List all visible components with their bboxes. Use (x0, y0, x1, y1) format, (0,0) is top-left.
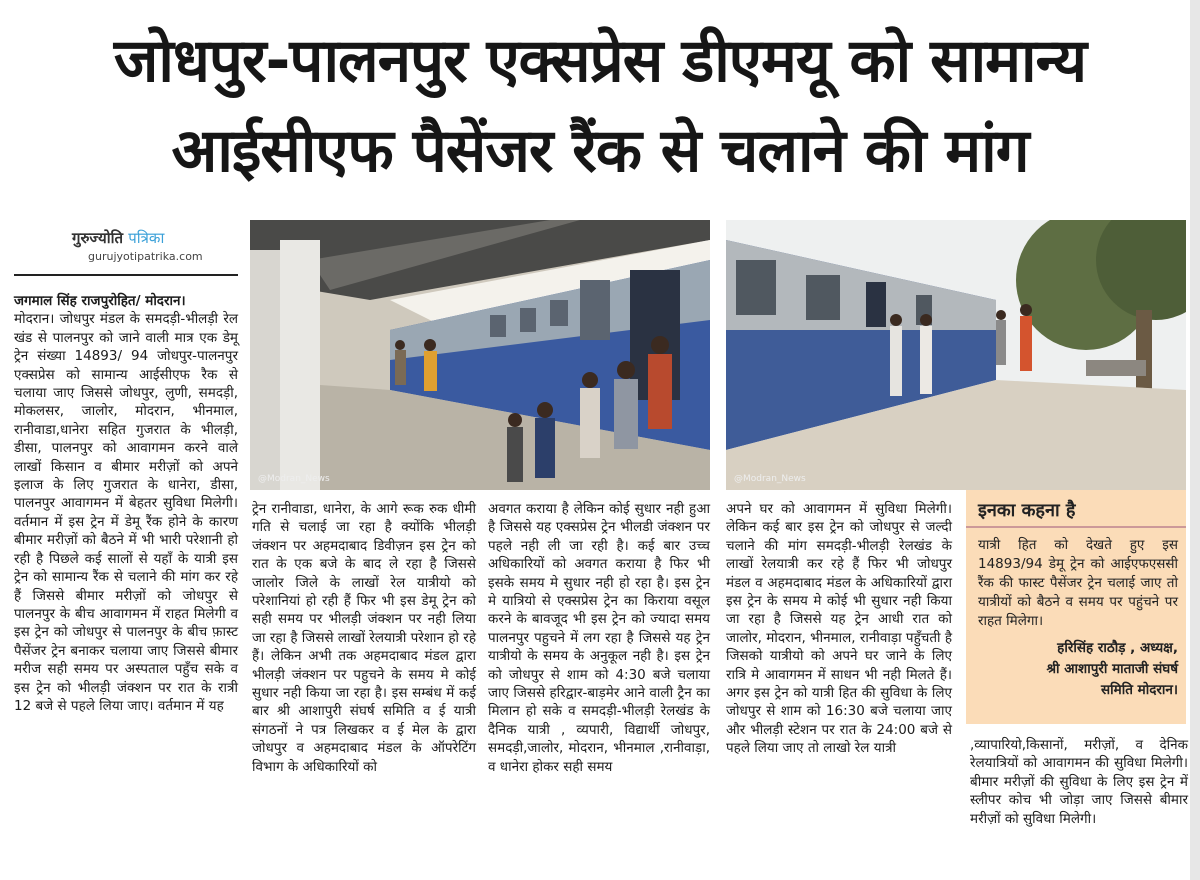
quote-signature-org-1: श्री आशापुरी माताजी संघर्ष (1046, 661, 1178, 677)
article-column-5 (970, 736, 1188, 828)
photo-train-platform (726, 220, 1186, 490)
logo-divider (14, 274, 238, 276)
byline: जगमाल सिंह राजपुरोहित/ मोदरान। (14, 293, 186, 309)
article-column-4-text: अपने घर को आवागमन में सुविधा मिलेगी। लेकिन कई बार इस ट्रेन को जोधपुर से जल्दी चलाने की मांग समदड़ी-भीलड़ी रेलखंड के लाखों रेलयात्री कर रहे हैं फिर भी जोधपुर मंडल व अहमदाबाद मंडल के अधिकारियों द्वारा इस ट्रेन के समय मे कोई भी सुधार नही किया जा रहा है जिससे यह ट्रेन आधी रात को जालोर, मोदरान, भीनमाल, रानीवाड़ा पहुँचती है जिसको यात्रीयो को अपने घर जाने के लिए रात्रि मे आवागमन में साधन भी नही मिलते हैं। अगर इस ट्रेन को यात्री हित की सुविधा के लिए जोधपुर से शाम को 16:30 बजे चलाया जाए और भीलड़ी स्टेशन पर रात के 24:00 बजे से पहले लिया जाए तो लाखो रेल यात्री (726, 501, 952, 757)
quote-box (966, 490, 1186, 724)
publication-logo (14, 228, 238, 272)
headline-line-1: जोधपुर-पालनपुर एक्सप्रेस डीएमयू को सामान्य (113, 26, 1087, 96)
photo-watermark: @Modran_News (258, 474, 330, 484)
headline (0, 0, 1200, 206)
logo-brand (72, 228, 238, 248)
quote-signature-org-2: समिति मोदरान। (1101, 682, 1178, 698)
headline-line-2: आईसीएफ पैसेंजर रैंक से चलाने की मांग (171, 116, 1029, 186)
article-column-3-text: अवगत कराया है लेकिन कोई सुधार नही हुआ है जिससे यह एक्सप्रेस ट्रेन भीलडी जंक्शन पर पहले नही ली जा रही है। कई बार उच्च अधिकारियों को अवगत कराया है फिर भी इसके समय मे सुधार नही हो रहा है। इस ट्रेन मे यात्रियो से एक्सप्रेस ट्रेन का किराया वसूल करने के बावजूद भी इस ट्रेन को ज्यादा समय पालनपुर पहुचने में लग रहा है जिससे यह ट्रेन यात्रीयो के समय के अनुकूल नही है। इस ट्रेन को जोधपुर से शाम को 4:30 बजे चलाया जाए जिससे हरिद्वार-बाड़मेर आने वाली ट्रैन का मिलान हो सके व समदड़ी-भीलड़ी रेलखंड के दैनिक यात्री , व्यपारी, विद्यार्थी जोधपुर, समदड़ी,जालोर, मोदरान, भीनमाल ,रानीवाड़ा, व धानेरा होकर सही समय (488, 501, 710, 775)
article-column-4 (726, 500, 952, 758)
quote-title: इनका कहना है (978, 500, 1076, 521)
quote-signature-name: हरिसिंह राठौड़ , अध्यक्ष, (1057, 640, 1178, 656)
article-column-2 (252, 500, 476, 776)
article-column-1 (14, 292, 238, 715)
page-edge (1190, 0, 1200, 880)
photo-crowded-train-illustration (250, 220, 710, 490)
photo-watermark: @Modran_News (734, 474, 806, 484)
logo-brand-suffix: पत्रिका (128, 229, 165, 247)
article-column-3 (488, 500, 710, 776)
logo-url: gurujyotipatrika.com (88, 250, 203, 263)
photo-train-platform-illustration (726, 220, 1186, 490)
article-column-2-text: ट्रेन रानीवाडा, धानेरा, के आगे रूक रुक धीमी गति से चलाई जा रहा है क्योंकि भीलड़ी जंक्शन पर अहमदाबाद डिवीज़न इस ट्रेन को रात के एक बजे के बाद ले रहा है जिससे जालोर जिले के लाखों रेल यात्रीयो को परेशानियां हो रही हैं फिर भी इस डेमू ट्रेन को सही समय पर भीलड़ी जंक्शन पर नही लिया जा रहा है जिससे लाखों रेलयात्री परेशान हो रहे हैं। लेकिन अभी तक अहमदाबाद मंडल द्वारा भीलड़ी जंक्शन पर पहुचने के समय मे कोई सुधार नही किया जा रहा है। इस सम्बंध में कई बार श्री आशापुरी संघर्ष समिति व ई यात्री संगठनों ने पत्र लिखकर व ई मेल के द्वारा जोधपुर व अहमदाबाद मंडल के ऑपरेटिंग विभाग के अधिकारियों को (252, 501, 476, 775)
article-column-5-text: ,व्यापारियो,किसानों, मरीज़ों, व देनिक रेलयात्रियों को आवागमन की सुविधा मिलेगी। बीमार मरीज़ों की सुविधा के लिए इस ट्रेन में स्लीपर कोच भी जोड़ा जाए जिससे बीमार मरीज़ों को सुविधा मिलेगी। (970, 737, 1188, 827)
quote-divider (966, 526, 1186, 528)
photo-crowded-train (250, 220, 710, 490)
quote-text: यात्री हित को देखते हुए इस 14893/94 डेमू ट्रेन को आईएफएससी रैंक की फास्ट पैसेंजर ट्रेन चलाई जाए तो यात्रीयों को बैठने व समय पर पहुंचने पर राहत मिलेगा। (978, 537, 1178, 629)
article-column-1-text: मोदरान। जोधपुर मंडल के समदड़ी-भीलड़ी रेल खंड से पालनपुर को जाने वाली मात्र एक डेमू ट्रेन संख्या 14893/ 94 जोधपुर-पालनपुर एक्सप्रेस को सामान्य आईसीएफ रैक से चलाया जाए जिससे जोधपुर, लुणी, समदड़ी, मोकलसर, जालोर, मोदरान, भीनमाल, रानीवाडा,धानेरा सहित गुजरात के भीलड़ी, डीसा, पालनपुर को आवागमन करने वाले लाखों किसान व बीमार मरीज़ों को अपने इलाज के लिए गुजरात के धानेरा, डीसा, पालनपुर आवागमन में बेहतर सुविधा मिलेगी। वर्तमान में इस ट्रेन में डेमू रैंक होने के कारण बीमार मरीज़ों को बैठने में भी भारी परेशानी हो रही है पिछले कई सालों से यहाँ के यात्री इस ट्रेन को सामान्य रैंक से चलाने की मांग कर रहे हैं जिससे बीमार मरीज़ों को जोधपुर से पालनपुर के बीच आवागमन में राहत मिलेगी व इस ट्रेन को जोधपुर से पालनपुर के बीच फ़ास्ट पैसेंजर ट्रेन बनाकर चलाया जाए जिससे बीमार मरीज सही समय पर अस्पताल पहुँच सके व इस ट्रेन को भीलड़ी जंक्शन पर रात के रात्री 12 बजे से पहले लिया जाए। वर्तमान में यह (14, 311, 238, 714)
logo-brand-name: गुरुज्योति (72, 229, 124, 247)
quote-signature (978, 638, 1178, 701)
